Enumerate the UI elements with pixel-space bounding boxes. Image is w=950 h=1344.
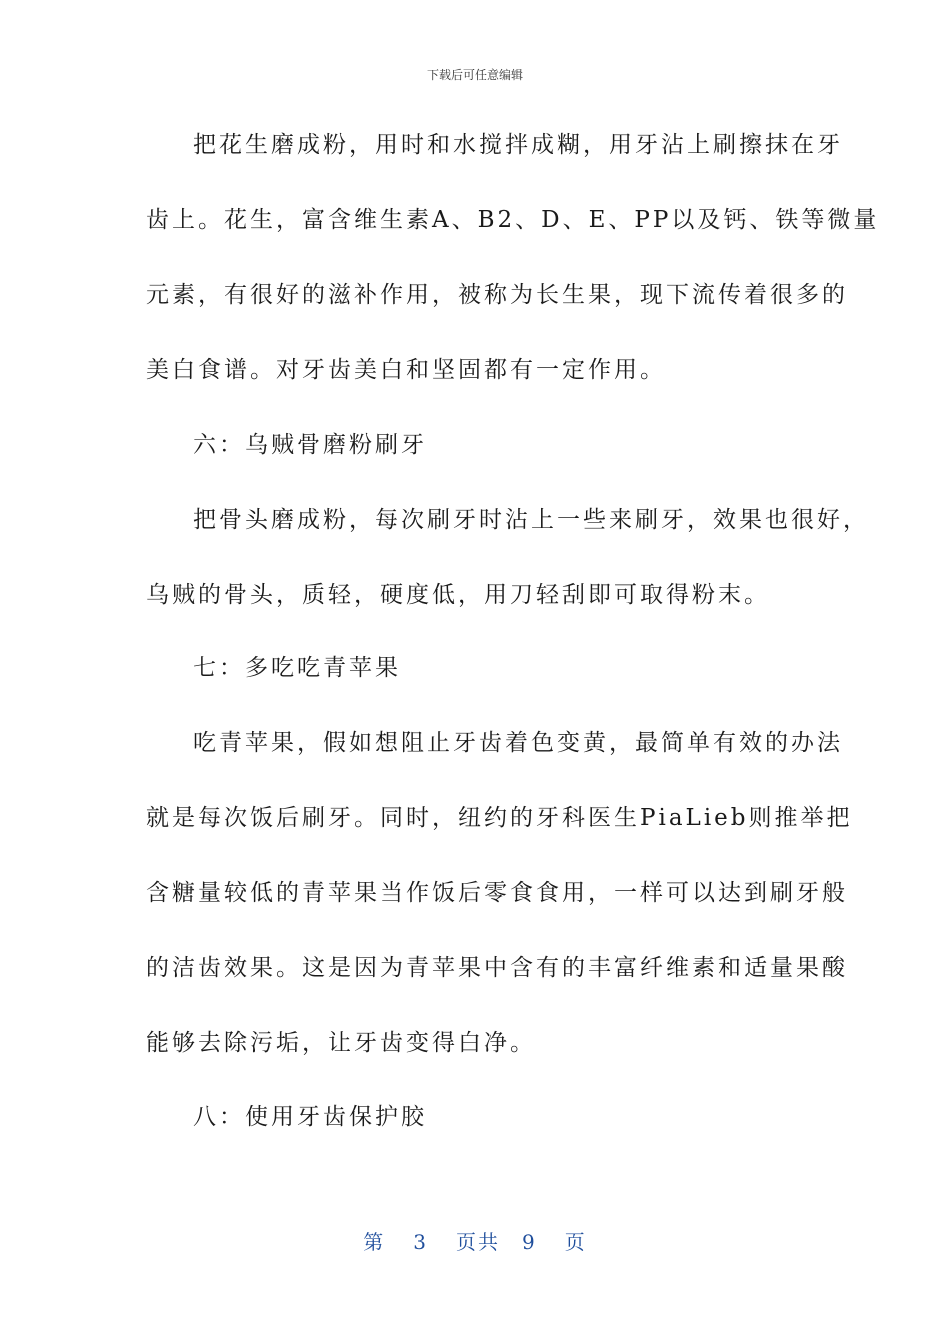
section-heading: 八：使用牙齿保护胶 — [193, 1104, 427, 1130]
paragraph-line: 能够去除污垢，让牙齿变得白净。 — [146, 1030, 536, 1056]
page-footer — [0, 1226, 950, 1255]
paragraph-line: 乌贼的骨头，质轻，硬度低，用刀轻刮即可取得粉末。 — [146, 582, 770, 608]
paragraph-line: 元素，有很好的滋补作用，被称为长生果，现下流传着很多的 — [146, 282, 848, 308]
paragraph-line: 美白食谱。对牙齿美白和坚固都有一定作用。 — [146, 357, 666, 383]
footer-suffix: 页 — [564, 1230, 587, 1254]
paragraph-line: 的洁齿效果。这是因为青苹果中含有的丰富纤维素和适量果酸 — [146, 955, 848, 981]
section-heading: 六：乌贼骨磨粉刷牙 — [193, 432, 427, 458]
paragraph-line: 吃青苹果，假如想阻止牙齿着色变黄，最简单有效的办法 — [193, 730, 843, 756]
paragraph-line: 把花生磨成粉，用时和水搅拌成糊，用牙沾上刷擦抹在牙 — [193, 132, 843, 158]
paragraph-line: 就是每次饭后刷牙。同时，纽约的牙科医生PiaLieb则推举把 — [146, 805, 853, 831]
footer-middle: 页共 — [456, 1230, 500, 1254]
footer-total-pages: 9 — [522, 1230, 537, 1254]
paragraph-line: 齿上。花生，富含维生素A、B2、D、E、PP以及钙、铁等微量 — [146, 207, 880, 233]
paragraph-line: 含糖量较低的青苹果当作饭后零食食用，一样可以达到刷牙般 — [146, 880, 848, 906]
paragraph-line: 把骨头磨成粉，每次刷牙时沾上一些来刷牙，效果也很好， — [193, 507, 869, 533]
footer-prefix: 第 — [363, 1230, 386, 1254]
header-note: 下载后可任意编辑 — [426, 68, 523, 82]
footer-page-number: 3 — [413, 1230, 428, 1254]
section-heading: 七：多吃吃青苹果 — [193, 655, 401, 681]
